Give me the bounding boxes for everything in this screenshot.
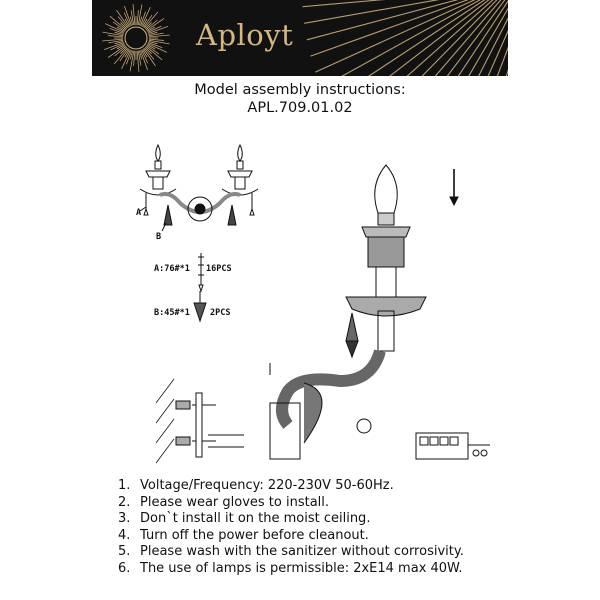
- crystal-b-icon: [194, 291, 206, 321]
- sunburst-decoration: [92, 0, 508, 76]
- overview-lamp-illustration: [140, 145, 258, 231]
- terminal-block-icon: [416, 433, 490, 459]
- part-a-label: A:76#*1: [154, 264, 190, 274]
- instruction-item: 4. Turn off the power before cleanout.: [118, 527, 369, 543]
- instruction-item: 5. Please wash with the sanitizer without corrosivity.: [118, 544, 464, 560]
- part-b-label: B:45#*1: [154, 308, 190, 318]
- instructions-list: [118, 478, 464, 578]
- mounting-plate: [196, 393, 202, 457]
- sconce-large-illustration: [208, 165, 426, 459]
- instruction-item: 2. Please wear gloves to install.: [118, 494, 330, 510]
- model-number: APL.709.01.02: [247, 100, 353, 116]
- wall-hatching: [156, 379, 174, 463]
- instruction-item: 6. The use of lamps is permissible: 2xE14 max 40W.: [118, 560, 463, 576]
- crystal-a-icon: [198, 253, 204, 291]
- assembly-drawing: [120, 135, 500, 475]
- part-a-quantity: 16PCS: [206, 264, 232, 274]
- callout-a: A: [136, 208, 142, 218]
- callout-b: B: [156, 232, 162, 242]
- down-arrow-icon: [450, 169, 458, 205]
- instruction-item: 3. Don`t install it on the moist ceiling.: [118, 511, 371, 527]
- brand-logo-text: Aployt: [196, 18, 294, 52]
- brand-header: [92, 0, 508, 76]
- instruction-item: 1. Voltage/Frequency: 220-230V 50-60Hz.: [118, 478, 394, 493]
- part-b-quantity: 2PCS: [210, 308, 231, 318]
- page-title: Model assembly instructions:: [194, 82, 406, 98]
